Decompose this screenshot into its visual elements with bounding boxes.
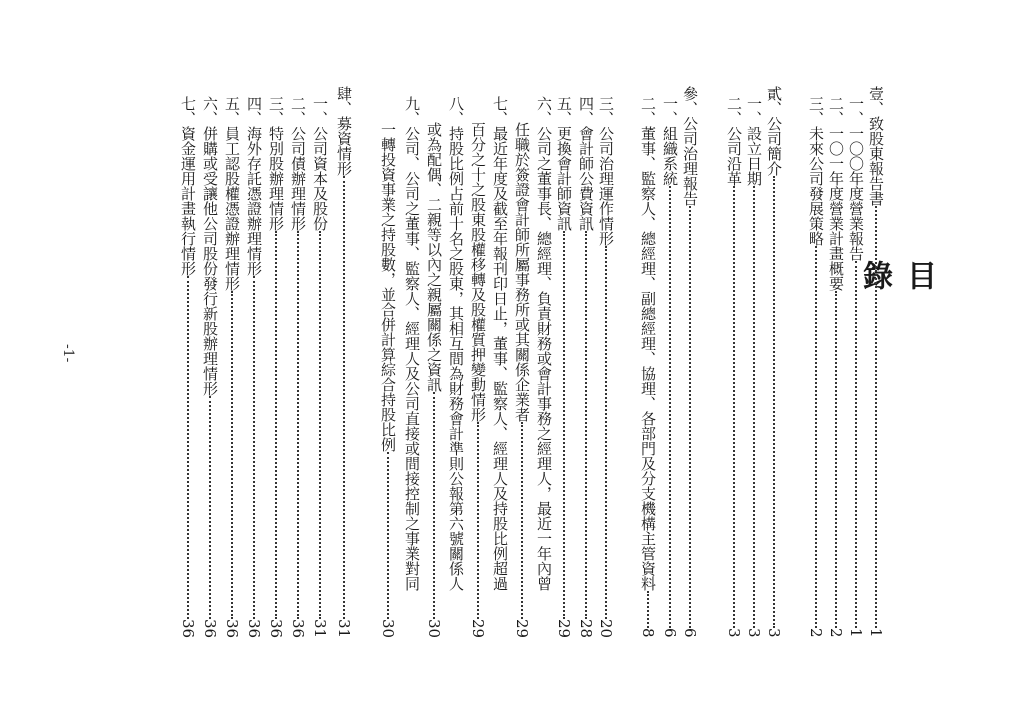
toc-entry-page: 29	[513, 618, 531, 638]
toc-entry	[378, 122, 398, 638]
toc-entry-label: 百分之十之股東股權移轉及股權質押變動情形	[469, 122, 487, 422]
toc-entry-label: 一、組織系統	[661, 96, 679, 186]
dot-leader	[343, 176, 345, 619]
toc-entry-label: 三、特別股辦理情形	[267, 96, 285, 231]
toc-entry	[424, 122, 444, 638]
toc-entry	[178, 96, 198, 638]
dot-leader	[647, 591, 649, 628]
toc-entry-section-1	[866, 86, 886, 638]
toc-entry	[596, 96, 616, 638]
toc-entry-page: 3	[765, 628, 783, 638]
dot-leader	[253, 276, 255, 619]
toc-entry	[288, 96, 308, 638]
toc-entry-page: 30	[425, 618, 443, 638]
toc-entry-label: 一、一〇〇年度營業報告	[847, 96, 865, 261]
dot-leader	[275, 231, 277, 619]
toc-entry-label: 肆、募資情形	[335, 86, 353, 176]
toc-entry-page: 31	[335, 618, 353, 638]
toc-entry	[554, 96, 574, 638]
toc-entry-label: 二、公司沿革	[725, 96, 743, 186]
dot-leader	[875, 206, 877, 628]
dot-leader	[669, 186, 671, 628]
dot-leader	[209, 396, 211, 619]
toc-entry	[744, 96, 764, 638]
toc-entry	[468, 122, 488, 638]
toc-entry-line1	[490, 96, 510, 638]
toc-entry-label: 五、更換會計師資訊	[555, 96, 573, 231]
dot-leader	[855, 261, 857, 628]
toc-entry-label: 二、公司債辦理情形	[289, 96, 307, 231]
toc-entry-label: 八、持股比例占前十名之股東，其相互間為財務會計準則公報第六號關係人	[447, 96, 465, 591]
toc-entry	[724, 96, 744, 638]
toc-entry-label: 一、公司資本及股份	[311, 96, 329, 231]
dot-leader	[319, 231, 321, 619]
toc-entry	[244, 96, 264, 638]
toc-entry-label: 七、最近年度及截至年報刊印日止，董事、監察人、經理人及持股比例超過	[491, 96, 509, 591]
toc-entry-label: 或為配偶、二親等以內之親屬關係之資訊	[425, 122, 443, 392]
toc-entry-label: 六、公司之董事長、總經理、負責財務或會計事務之經理人，最近一年內曾	[535, 96, 553, 591]
toc-entry-page: 6	[661, 628, 679, 638]
toc-entry-page: 36	[201, 618, 219, 638]
toc-entry-label: 二、董事、監察人、總經理、副總經理、協理、各部門及分支機構主管資料	[639, 96, 657, 591]
toc-entry-label: 一轉投資事業之持股數，並合併計算綜合持股比例	[379, 122, 397, 452]
toc-entry	[200, 96, 220, 638]
toc-entry	[512, 122, 532, 638]
toc-entry-label: 三、公司治理運作情形	[597, 96, 615, 246]
toc-entry-page: 36	[289, 618, 307, 638]
toc-entry-section-2	[764, 86, 784, 638]
dot-leader	[477, 422, 479, 619]
toc-entry-label: 六、併購或受讓他公司股份發行新股辦理情形	[201, 96, 219, 396]
toc-entry-section-4	[334, 86, 354, 638]
toc-entry-label: 四、海外存託憑證辦理情形	[245, 96, 263, 276]
toc-entry-page: 3	[745, 628, 763, 638]
dot-leader	[753, 186, 755, 628]
dot-leader	[521, 422, 523, 619]
dot-leader	[835, 291, 837, 628]
toc-entry-line1	[446, 96, 466, 638]
dot-leader	[297, 231, 299, 619]
toc-entry-page: 36	[267, 618, 285, 638]
toc-entry-page: 8	[639, 628, 657, 638]
toc-entry-label: 二、一〇一年度營業計畫概要	[827, 96, 845, 291]
toc-entry-page: 29	[555, 618, 573, 638]
dot-leader	[387, 452, 389, 619]
toc-entry-label: 五、員工認股權憑證辦理情形	[223, 96, 241, 291]
toc-entry-page: 2	[807, 628, 825, 638]
toc-entry-line1	[402, 96, 422, 638]
toc-entry-page: 28	[577, 618, 595, 638]
toc-entry-page: 1	[867, 628, 885, 638]
toc-entry	[660, 96, 680, 638]
dot-leader	[585, 231, 587, 619]
toc-entry	[806, 96, 826, 638]
dot-leader	[733, 186, 735, 628]
toc-entry-page: 2	[827, 628, 845, 638]
toc-entry-label: 貳、公司簡介	[765, 86, 783, 176]
toc-entry	[826, 96, 846, 638]
page-number: -1-	[60, 344, 76, 363]
toc-entry-label: 三、未來公司發展策略	[807, 96, 825, 246]
toc-entry-label: 七、資金運用計畫執行情形	[179, 96, 197, 276]
toc-entry-page: 6	[681, 628, 699, 638]
toc-entry-page: 1	[847, 628, 865, 638]
toc-entry-page: 30	[379, 618, 397, 638]
dot-leader	[563, 231, 565, 619]
dot-leader	[689, 206, 691, 628]
toc-entry-label: 一、設立日期	[745, 96, 763, 186]
toc-entry-label: 九、公司、公司之董事、監察人、經理人及公司直接或間接控制之事業對同	[403, 96, 421, 591]
dot-leader	[605, 246, 607, 619]
dot-leader	[773, 176, 775, 628]
toc-entry-page: 36	[223, 618, 241, 638]
toc-entry-page: 31	[311, 618, 329, 638]
toc-entry-line1	[534, 96, 554, 638]
toc-entry-page: 36	[245, 618, 263, 638]
toc-entry	[638, 96, 658, 638]
toc-entry-label: 任職於簽證會計師所屬事務所或其關係企業者	[513, 122, 531, 422]
toc-entry	[222, 96, 242, 638]
toc-entry-page: 3	[725, 628, 743, 638]
dot-leader	[433, 392, 435, 619]
dot-leader	[187, 276, 189, 619]
toc-entry	[266, 96, 286, 638]
toc-entry-page: 29	[469, 618, 487, 638]
toc-entry	[576, 96, 596, 638]
toc-entry-section-3	[680, 86, 700, 638]
dot-leader	[815, 246, 817, 628]
toc-entry	[846, 96, 866, 638]
dot-leader	[231, 291, 233, 619]
toc-entry-label: 四、會計師公費資訊	[577, 96, 595, 231]
toc-entry	[310, 96, 330, 638]
toc-entry-page: 20	[597, 618, 615, 638]
toc-entry-page: 36	[179, 618, 197, 638]
toc-entry-label: 參、公司治理報告	[681, 86, 699, 206]
toc-entry-label: 壹、致股東報告書	[867, 86, 885, 206]
page-title: 目 錄	[857, 260, 936, 350]
